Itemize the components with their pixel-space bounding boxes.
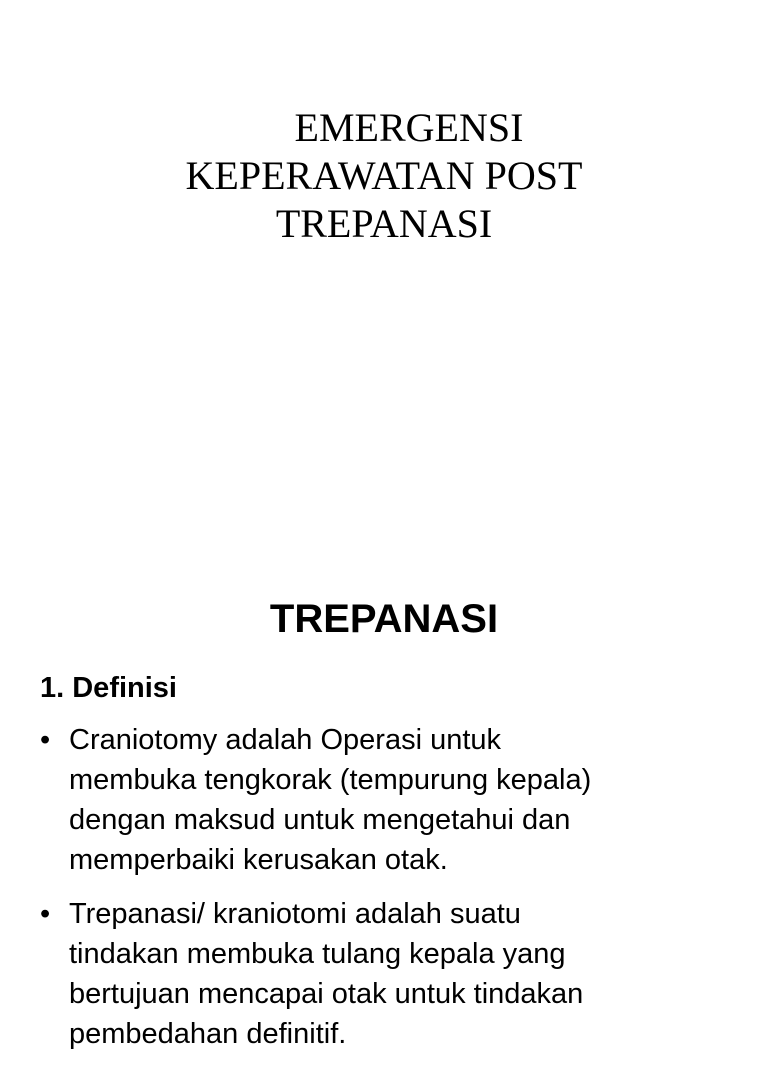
definition-heading: 1. Definisi [40,672,177,704]
bullet-item [40,894,740,1054]
slide-title-line: KEPERAWATAN POST [185,153,583,198]
bullet-text-line: memperbaiki kerusakan otak. [69,844,448,876]
bullet-text-line: dengan maksud untuk mengetahui dan [69,804,571,836]
bullet-dot-icon: • [40,724,51,756]
slide-title-line: TREPANASI [275,201,493,246]
bullet-text-line: tindakan membuka tulang kepala yang [69,938,566,970]
section-title: TREPANASI [269,597,499,641]
bullet-text-line: pembedahan definitif. [69,1018,347,1050]
bullet-text-line: Trepanasi/ kraniotomi adalah suatu [69,898,521,930]
bullet-dot-icon: • [40,898,51,930]
definition-bullet-list [40,720,740,1068]
bullet-item [40,720,740,880]
slide-title [0,104,768,248]
bullet-text-line: bertujuan mencapai otak untuk tindakan [69,978,584,1010]
slide-title-line: EMERGENSI [294,105,524,150]
bullet-text-line: membuka tengkorak (tempurung kepala) [69,764,592,796]
bullet-text-line: Craniotomy adalah Operasi untuk [69,724,502,756]
